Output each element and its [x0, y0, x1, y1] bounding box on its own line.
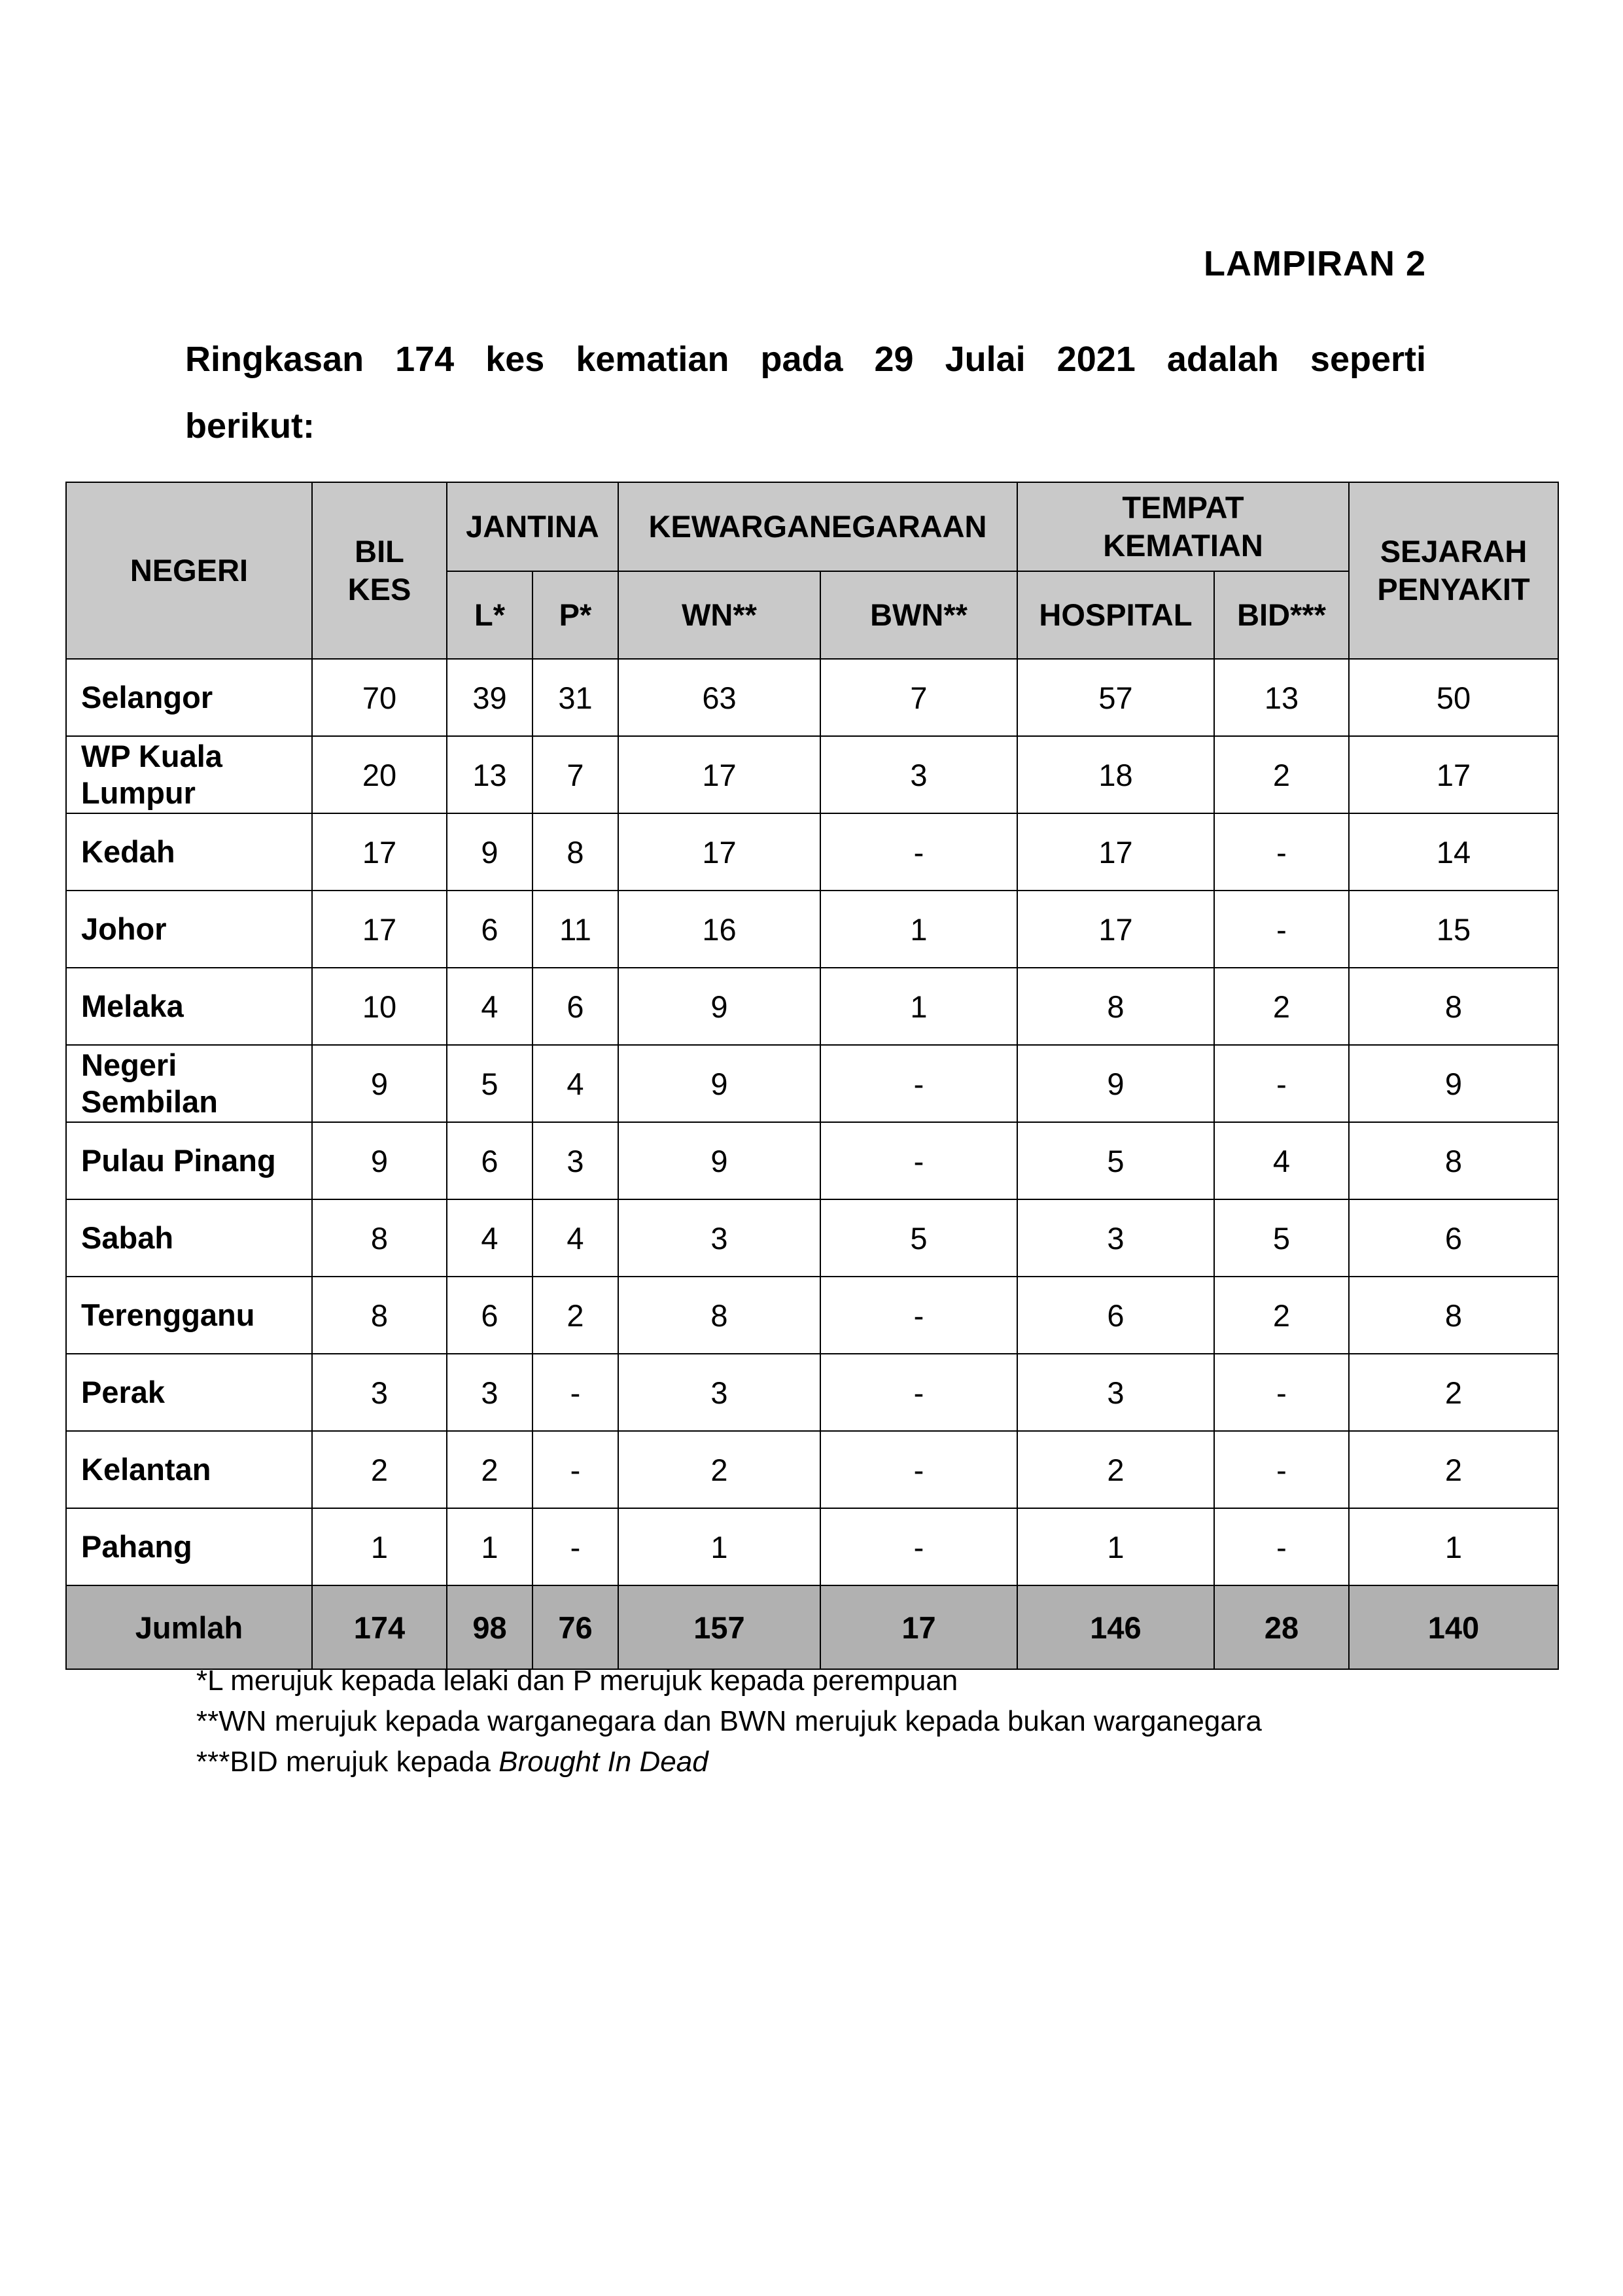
deaths-table	[65, 482, 1559, 1670]
cell-negeri: WP Kuala Lumpur	[66, 736, 312, 813]
cell-sejarah: 8	[1349, 1277, 1558, 1354]
footnote-gender: *L merujuk kepada lelaki dan P merujuk kepada perempuan	[196, 1665, 958, 1697]
header-bil-kes-text: BIL KES	[347, 534, 411, 607]
footnote-bid-italic: Brought In Dead	[498, 1746, 708, 1778]
cell-sejarah: 9	[1349, 1045, 1558, 1122]
cell-l: 13	[447, 736, 532, 813]
total-hospital: 146	[1017, 1585, 1214, 1669]
total-p: 76	[532, 1585, 618, 1669]
total-row	[66, 1585, 1558, 1669]
cell-wn: 3	[618, 1354, 820, 1431]
cell-bil: 2	[312, 1431, 447, 1508]
header-l: L*	[447, 571, 532, 659]
cell-negeri: Johor	[66, 891, 312, 968]
table-row	[66, 1122, 1558, 1199]
cell-hospital: 3	[1017, 1354, 1214, 1431]
table-row	[66, 1354, 1558, 1431]
header-tempat-kematian-text: TEMPAT KEMATIAN	[1103, 490, 1263, 563]
cell-l: 4	[447, 968, 532, 1045]
cell-hospital: 17	[1017, 891, 1214, 968]
cell-negeri: Negeri Sembilan	[66, 1045, 312, 1122]
cell-negeri: Selangor	[66, 659, 312, 736]
cell-hospital: 5	[1017, 1122, 1214, 1199]
cell-negeri: Pulau Pinang	[66, 1122, 312, 1199]
footnote-bid-prefix: ***BID merujuk kepada	[196, 1746, 499, 1778]
cell-sejarah: 15	[1349, 891, 1558, 968]
cell-bil: 70	[312, 659, 447, 736]
cell-negeri: Kelantan	[66, 1431, 312, 1508]
cell-hospital: 3	[1017, 1199, 1214, 1277]
cell-bid: 2	[1214, 736, 1349, 813]
cell-bwn: -	[820, 1354, 1017, 1431]
cell-bwn: -	[820, 1508, 1017, 1585]
cell-wn: 16	[618, 891, 820, 968]
cell-l: 6	[447, 1122, 532, 1199]
cell-p: 4	[532, 1199, 618, 1277]
table-row	[66, 1277, 1558, 1354]
cell-bid: -	[1214, 1354, 1349, 1431]
table-row	[66, 1199, 1558, 1277]
cell-p: 4	[532, 1045, 618, 1122]
cell-bil: 8	[312, 1199, 447, 1277]
header-kewarganegaraan: KEWARGANEGARAAN	[618, 482, 1017, 571]
cell-l: 9	[447, 813, 532, 891]
total-label: Jumlah	[66, 1585, 312, 1669]
cell-p: 31	[532, 659, 618, 736]
footnote-bid	[196, 1742, 1262, 1782]
cell-sejarah: 17	[1349, 736, 1558, 813]
total-bil: 174	[312, 1585, 447, 1669]
header-wn: WN**	[618, 571, 820, 659]
cell-sejarah: 8	[1349, 968, 1558, 1045]
cell-bid: 2	[1214, 968, 1349, 1045]
cell-bwn: -	[820, 1277, 1017, 1354]
total-sejarah: 140	[1349, 1585, 1558, 1669]
cell-l: 6	[447, 1277, 532, 1354]
cell-p: 2	[532, 1277, 618, 1354]
cell-hospital: 57	[1017, 659, 1214, 736]
cell-sejarah: 50	[1349, 659, 1558, 736]
table-row	[66, 891, 1558, 968]
cell-negeri: Pahang	[66, 1508, 312, 1585]
cell-negeri: Sabah	[66, 1199, 312, 1277]
cell-bid: 4	[1214, 1122, 1349, 1199]
total-l: 98	[447, 1585, 532, 1669]
cell-p: -	[532, 1508, 618, 1585]
footnote-citizenship: **WN merujuk kepada warganegara dan BWN merujuk kepada bukan warganegara	[196, 1705, 1262, 1737]
table-row	[66, 813, 1558, 891]
header-sejarah-penyakit-text: SEJARAH PENYAKIT	[1377, 534, 1530, 607]
table-row	[66, 736, 1558, 813]
cell-l: 1	[447, 1508, 532, 1585]
cell-p: 8	[532, 813, 618, 891]
cell-bil: 17	[312, 891, 447, 968]
cell-bil: 9	[312, 1045, 447, 1122]
cell-bil: 8	[312, 1277, 447, 1354]
cell-bid: 13	[1214, 659, 1349, 736]
total-bwn: 17	[820, 1585, 1017, 1669]
cell-bil: 9	[312, 1122, 447, 1199]
cell-negeri: Kedah	[66, 813, 312, 891]
table-row	[66, 968, 1558, 1045]
cell-negeri: Melaka	[66, 968, 312, 1045]
cell-hospital: 8	[1017, 968, 1214, 1045]
header-jantina: JANTINA	[447, 482, 618, 571]
cell-bwn: 1	[820, 891, 1017, 968]
cell-bid: 2	[1214, 1277, 1349, 1354]
cell-wn: 3	[618, 1199, 820, 1277]
table-row	[66, 659, 1558, 736]
cell-p: -	[532, 1354, 618, 1431]
cell-wn: 8	[618, 1277, 820, 1354]
cell-bid: -	[1214, 1431, 1349, 1508]
cell-bwn: -	[820, 1045, 1017, 1122]
cell-negeri: Terengganu	[66, 1277, 312, 1354]
cell-l: 3	[447, 1354, 532, 1431]
cell-hospital: 9	[1017, 1045, 1214, 1122]
intro-paragraph: Ringkasan 174 kes kematian pada 29 Julai 2021 adalah seperti berikut:	[185, 340, 1426, 446]
cell-sejarah: 2	[1349, 1431, 1558, 1508]
cell-sejarah: 6	[1349, 1199, 1558, 1277]
cell-wn: 9	[618, 968, 820, 1045]
cell-sejarah: 1	[1349, 1508, 1558, 1585]
cell-bid: -	[1214, 891, 1349, 968]
cell-hospital: 1	[1017, 1508, 1214, 1585]
cell-wn: 1	[618, 1508, 820, 1585]
total-bid: 28	[1214, 1585, 1349, 1669]
header-bid: BID***	[1214, 571, 1349, 659]
cell-wn: 9	[618, 1122, 820, 1199]
cell-bwn: 3	[820, 736, 1017, 813]
total-wn: 157	[618, 1585, 820, 1669]
cell-hospital: 6	[1017, 1277, 1214, 1354]
cell-sejarah: 2	[1349, 1354, 1558, 1431]
table-row	[66, 1431, 1558, 1508]
cell-negeri: Perak	[66, 1354, 312, 1431]
cell-hospital: 2	[1017, 1431, 1214, 1508]
header-bil-kes	[312, 482, 447, 659]
header-tempat-kematian	[1017, 482, 1349, 571]
cell-sejarah: 8	[1349, 1122, 1558, 1199]
cell-bid: -	[1214, 1045, 1349, 1122]
cell-wn: 17	[618, 813, 820, 891]
cell-bil: 10	[312, 968, 447, 1045]
cell-p: 3	[532, 1122, 618, 1199]
cell-hospital: 18	[1017, 736, 1214, 813]
cell-bil: 3	[312, 1354, 447, 1431]
cell-wn: 63	[618, 659, 820, 736]
cell-p: -	[532, 1431, 618, 1508]
cell-wn: 17	[618, 736, 820, 813]
cell-p: 7	[532, 736, 618, 813]
cell-bid: -	[1214, 813, 1349, 891]
cell-bil: 1	[312, 1508, 447, 1585]
table-row	[66, 1045, 1558, 1122]
cell-bwn: -	[820, 813, 1017, 891]
footnotes	[196, 1661, 1262, 1782]
cell-bil: 17	[312, 813, 447, 891]
cell-bid: -	[1214, 1508, 1349, 1585]
header-bwn: BWN**	[820, 571, 1017, 659]
header-hospital: HOSPITAL	[1017, 571, 1214, 659]
cell-p: 11	[532, 891, 618, 968]
cell-bwn: 7	[820, 659, 1017, 736]
cell-wn: 2	[618, 1431, 820, 1508]
cell-hospital: 17	[1017, 813, 1214, 891]
cell-l: 39	[447, 659, 532, 736]
cell-l: 2	[447, 1431, 532, 1508]
header-negeri: NEGERI	[66, 482, 312, 659]
cell-bwn: -	[820, 1431, 1017, 1508]
lampiran-label: LAMPIRAN 2	[1203, 244, 1426, 283]
cell-p: 6	[532, 968, 618, 1045]
cell-l: 6	[447, 891, 532, 968]
cell-l: 5	[447, 1045, 532, 1122]
cell-bil: 20	[312, 736, 447, 813]
cell-l: 4	[447, 1199, 532, 1277]
cell-bwn: 5	[820, 1199, 1017, 1277]
cell-bwn: 1	[820, 968, 1017, 1045]
header-p: P*	[532, 571, 618, 659]
cell-sejarah: 14	[1349, 813, 1558, 891]
table-body	[66, 659, 1558, 1585]
cell-bid: 5	[1214, 1199, 1349, 1277]
header-sejarah-penyakit	[1349, 482, 1558, 659]
cell-wn: 9	[618, 1045, 820, 1122]
cell-bwn: -	[820, 1122, 1017, 1199]
table-row	[66, 1508, 1558, 1585]
